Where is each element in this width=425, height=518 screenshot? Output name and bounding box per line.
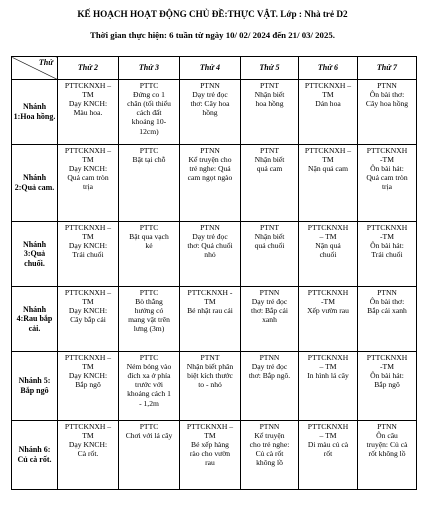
activity-line: TM [82,362,94,372]
activity-line: Quả cam tròn [67,173,109,183]
activity-line: rốt không lồ [368,449,406,459]
activity-cell [358,352,417,421]
activity-line: PTNN [200,223,220,232]
activity-line: Bật tại chỗ [132,155,166,165]
activity-line: quả cam [256,164,283,174]
activity-line: Ném bóng vào [126,362,172,372]
activity-cell [119,80,180,145]
activity-line: Cà rốt. [77,449,99,459]
activity-line: Màu hoa. [73,108,103,118]
activity-line: Dán hoa [315,99,341,109]
activity-line: Ôn bài thơ: [369,297,405,307]
activity-line: PTTCKNXH [366,223,408,232]
activity-line: Ôn bài hát: [370,371,404,381]
activity-line: PTTC [139,81,159,90]
activity-line: Bò thẳng [135,297,163,307]
activity-line: Bé xếp hàng [191,440,229,450]
activity-line: PTTCKNXH – [64,223,112,232]
activity-line: Dạy KNCH: [68,306,108,316]
day-header: Thứ 6 [299,57,358,80]
activity-line: Ôn bài thơ: [369,90,405,100]
branch-label: Nhánh 4:Rau bắp cải. [12,287,58,352]
activity-line: PTTCKNXH – [304,81,352,90]
activity-line: PTNN [259,422,280,431]
activity-line: trịa [82,182,94,192]
activity-line: Trái chuối [371,250,403,260]
activity-line: Nặn quả [315,241,341,251]
activity-line: Dạy trẻ đọc [251,297,288,307]
activity-cell [358,421,417,490]
activity-line: PTTCKNXH [366,146,408,155]
activity-line: Ôn bài hát: [370,164,404,174]
activity-cell [58,287,119,352]
activity-line: lưng (3m) [133,324,165,334]
activity-line: Xếp vườn rau [307,306,349,316]
activity-line: PTNN [200,146,220,155]
activity-line: PTNT [260,146,279,155]
activity-line: xanh [262,315,277,325]
table-row [12,145,417,222]
activity-line: PTTCKNXH [307,353,349,362]
activity-line: PTTCKNXH [366,353,408,362]
activity-line: PTTCKNXH – [304,146,352,155]
activity-line: PTTCKNXH – [64,353,112,362]
branch-label: Nhánh 1:Hoa hồng. [12,80,58,145]
activity-line: nhỏ [204,250,216,260]
activity-line: TM [204,431,216,441]
activity-line: PTTCKNXH [307,223,349,232]
activity-line: trịa [381,182,393,192]
activity-line: PTTC [139,288,159,297]
activity-cell [299,287,358,352]
activity-cell [241,287,299,352]
activity-line: Di màu củ cà [307,440,349,450]
activity-line: PTNN [259,288,280,297]
activity-cell [358,80,417,145]
activity-line: chuối [319,250,337,260]
activity-line: đích xa ở phía [127,371,171,381]
activity-line: PTTCKNXH – [64,146,112,155]
activity-line: PTNN [200,81,220,90]
activity-line: Dạy KNCH: [68,164,108,174]
activity-cell [299,352,358,421]
activity-line: Dạy trẻ đọc [251,362,288,372]
activity-line: – TM [319,232,337,242]
activity-cell [180,222,241,287]
activity-line: PTTCKNXH [307,288,349,297]
activity-cell [241,80,299,145]
activity-line: Bắp cải xanh [367,306,407,316]
activity-cell [299,80,358,145]
activity-cell [241,352,299,421]
activity-line: In hình lá cây [307,371,349,381]
day-header: Thứ 2 [58,57,119,80]
corner-header [12,57,58,80]
activity-line: – TM [319,431,337,441]
activity-line: Nặn quả cam [307,164,349,174]
activity-line: thơ: Bắp ngô. [248,371,291,381]
activity-line: Củ cà rốt [255,449,284,459]
activity-line: Dạy KNCH: [68,99,108,109]
activity-cell [241,222,299,287]
activity-line: mang vật trên [128,315,170,325]
activity-cell [358,222,417,287]
activity-line: Nhận biết [254,90,285,100]
activity-line: PTNN [259,353,280,362]
activity-line: kẻ [145,241,153,251]
branch-label: Nhánh 2:Quả cam. [12,145,58,222]
activity-line: thơ: Bắp cải [251,306,288,316]
activity-line: Dạy KNCH: [68,371,108,381]
activity-line: PTTCKNXH – [186,422,234,431]
activity-plan-table [11,56,417,490]
activity-line: TM [82,90,94,100]
activity-cell [180,80,241,145]
activity-line: PTTCKNXH – [64,81,112,90]
activity-cell [358,145,417,222]
day-header: Thứ 3 [119,57,180,80]
activity-line: hồng [202,108,218,118]
table-row [12,287,417,352]
activity-line: khoảng 10- [131,117,167,127]
activity-line: Bắp ngô [374,380,400,390]
activity-line: TM [82,232,94,242]
table-row [12,352,417,421]
activity-line: Dạy KNCH: [68,440,108,450]
activity-line: – TM [319,362,337,372]
activity-line: PTNN [377,422,397,431]
activity-line: Nhận biết [254,155,285,165]
activity-cell [180,421,241,490]
activity-cell [299,421,358,490]
activity-line: 12cm) [139,126,159,136]
activity-line: PTTC [139,146,159,155]
activity-line: rào cho vườn [189,449,231,459]
activity-line: - 1,2m [139,398,159,408]
activity-line: hướng có [134,306,164,316]
activity-line: Chơi với lá cây [125,431,173,441]
document-title: KẾ HOẠCH HOẠT ĐỘNG CHỦ ĐỀ:THỰC VẬT. Lớp : Nhà trẻ D2 [77,9,348,19]
activity-line: khoảng cách 1 [127,389,171,399]
activity-line: Kể truyện cho [188,155,232,165]
activity-line: cách đất [136,108,162,118]
activity-line: trước với [135,380,163,390]
table-row [12,80,417,145]
activity-line: truyện: Củ cà [366,440,408,450]
activity-line: PTTCKNXH [307,422,349,431]
activity-line: rau [205,458,215,468]
activity-line: PTTCKNXH – [64,288,112,297]
branch-label: Nhánh 5: Bắp ngô [12,352,58,421]
activity-cell [358,287,417,352]
activity-cell [180,145,241,222]
activity-line: thơ: Cây hoa [190,99,230,109]
activity-line: Dạy trẻ đọc [192,90,228,100]
activity-line: Bật qua vạch [129,232,169,242]
corner-label: Thứ [38,58,53,67]
activity-line: PTNT [260,223,279,232]
activity-line: cho trẻ nghe: [249,440,290,450]
day-header: Thứ 5 [241,57,299,80]
activity-line: Dạy trẻ đọc [192,232,228,242]
activity-line: PTNT [200,353,220,362]
activity-line: TM [204,297,216,307]
activity-line: to - nhỏ [198,380,222,390]
activity-cell [58,145,119,222]
activity-cell [180,352,241,421]
activity-line: Ôn câu [376,431,398,441]
activity-line: -TM [380,155,394,165]
activity-line: không lồ [256,458,283,468]
activity-line: PTTCKNXH – [64,422,112,431]
activity-cell [119,222,180,287]
activity-line: -TM [380,232,394,242]
activity-line: PTTC [139,353,159,362]
activity-line: Cây hoa hồng [365,99,409,109]
activity-cell [180,287,241,352]
activity-line: biệt kích thước [187,371,233,381]
activity-cell [299,145,358,222]
activity-line: PTTC [139,422,159,431]
activity-cell [241,421,299,490]
branch-label: Nhánh 6: Củ cà rốt. [12,421,58,490]
activity-line: rốt [323,449,333,459]
activity-cell [58,421,119,490]
activity-line: PTNN [377,288,397,297]
activity-line: thơ: Quả chuối [187,241,233,251]
activity-cell [58,80,119,145]
activity-line: -TM [321,297,335,307]
activity-line: PTNT [260,81,279,90]
activity-line: TM [82,431,94,441]
activity-line: Kể truyện [254,431,285,441]
table-row [12,222,417,287]
activity-line: PTTCKNXH - [187,288,233,297]
activity-line: Nhận biết [254,232,285,242]
activity-line: Nhận biết phân [186,362,234,372]
activity-line: Đứng co 1 [133,90,165,100]
activity-line: trẻ nghe: Quả [189,164,231,174]
activity-line: Ôn bài hát: [370,241,404,251]
activity-line: TM [322,90,334,100]
activity-cell [119,352,180,421]
activity-cell [58,352,119,421]
activity-line: Trái chuối [72,250,104,260]
activity-line: PTTC [139,223,159,232]
day-header: Thứ 4 [180,57,241,80]
activity-line: Quả cam tròn [366,173,408,183]
activity-line: PTNN [377,81,397,90]
activity-cell [58,222,119,287]
day-header: Thứ 7 [358,57,417,80]
activity-line: TM [82,155,94,165]
activity-line: Bắp ngô [75,380,101,390]
table-row [12,421,417,490]
document-subtitle: Thời gian thực hiện: 6 tuần từ ngày 10/ 02/ 2024 đến 21/ 03/ 2025. [90,30,335,40]
activity-cell [119,421,180,490]
activity-cell [119,287,180,352]
branch-label: Nhánh 3:Quả chuối. [12,222,58,287]
activity-line: TM [322,155,334,165]
activity-cell [241,145,299,222]
activity-line: -TM [380,362,394,372]
activity-line: cam ngọt ngào [187,173,233,183]
activity-cell [299,222,358,287]
header-row [12,57,417,80]
activity-cell [119,145,180,222]
activity-line: Dạy KNCH: [68,241,108,251]
activity-line: Cây bắp cải [70,315,106,325]
activity-line: Bé nhặt rau cải [187,306,233,316]
activity-line: quả chuối [254,241,285,251]
activity-line: chân (tối thiểu [127,99,171,109]
activity-line: TM [82,297,94,307]
activity-line: hoa hồng [255,99,284,109]
